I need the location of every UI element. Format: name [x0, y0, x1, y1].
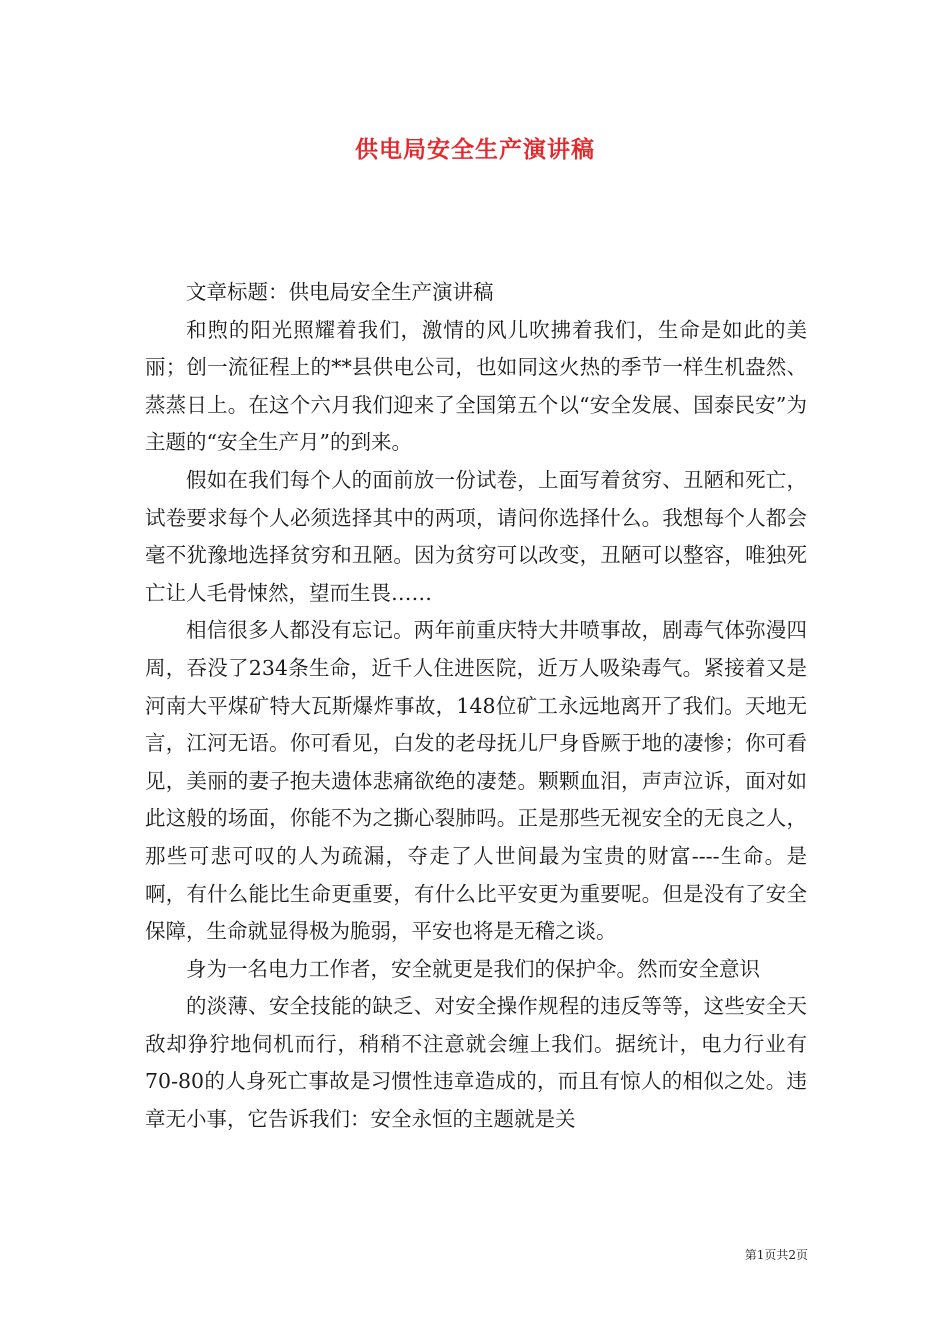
paragraph-2: 假如在我们每个人的面前放一份试卷，上面写着贫穷、丑陋和死亡，试卷要求每个人必须选择其中的两项，请问你选择什么。我想每个人都会毫不犹豫地选择贫穷和丑陋。因为贫穷可以改变，丑陋可以整容，唯独死亡让人毛骨悚然，望而生畏……: [145, 467, 807, 605]
paragraph-5: 的淡薄、安全技能的缺乏、对安全操作规程的违反等等，这些安全天敌却狰狞地伺机而行，稍稍不注意就会缠上我们。据统计，电力行业有70-80的人身死亡事故是习惯性违章造成的，而且有惊人的相似之处。违章无小事，它告诉我们：安全永恒的主题就是关: [145, 994, 807, 1132]
paragraph-3: 相信很多人都没有忘记。两年前重庆特大井喷事故，剧毒气体弥漫四周，吞没了234条生命，近千人住进医院，近万人吸染毒气。紧接着又是河南大平煤矿特大瓦斯爆炸事故，148位矿工永远地离开了我们。天地无言，江河无语。你可看见，白发的老母抚儿尸身昏厥于地的凄惨；你可看见，美丽的妻子抱夫遗体悲痛欲绝的凄楚。颗颗血泪，声声泣诉，面对如此这般的场面，你能不为之撕心裂肺吗。正是那些无视安全的无良之人，那些可悲可叹的人为疏漏，夺走了人世间最为宝贵的财富----生命。是啊，有什么能比生命更重要，有什么比平安更为重要呢。但是没有了安全保障，生命就显得极为脆弱，平安也将是无稽之谈。: [145, 618, 807, 944]
page-number-footer: 第1页共2页: [744, 1248, 808, 1262]
paragraph-1: 和煦的阳光照耀着我们，激情的风儿吹拂着我们，生命是如此的美丽；创一流征程上的**县供电公司，也如同这火热的季节一样生机盎然、蒸蒸日上。在这个六月我们迎来了全国第五个以“安全发展、国泰民安”为主题的“安全生产月”的到来。: [145, 317, 807, 455]
paragraph-article-title: 文章标题：供电局安全生产演讲稿: [186, 280, 494, 304]
document-title: 供电局安全生产演讲稿: [355, 137, 595, 163]
document-body: [145, 274, 807, 1139]
paragraph-4: 身为一名电力工作者，安全就更是我们的保护伞。然而安全意识: [186, 956, 760, 981]
